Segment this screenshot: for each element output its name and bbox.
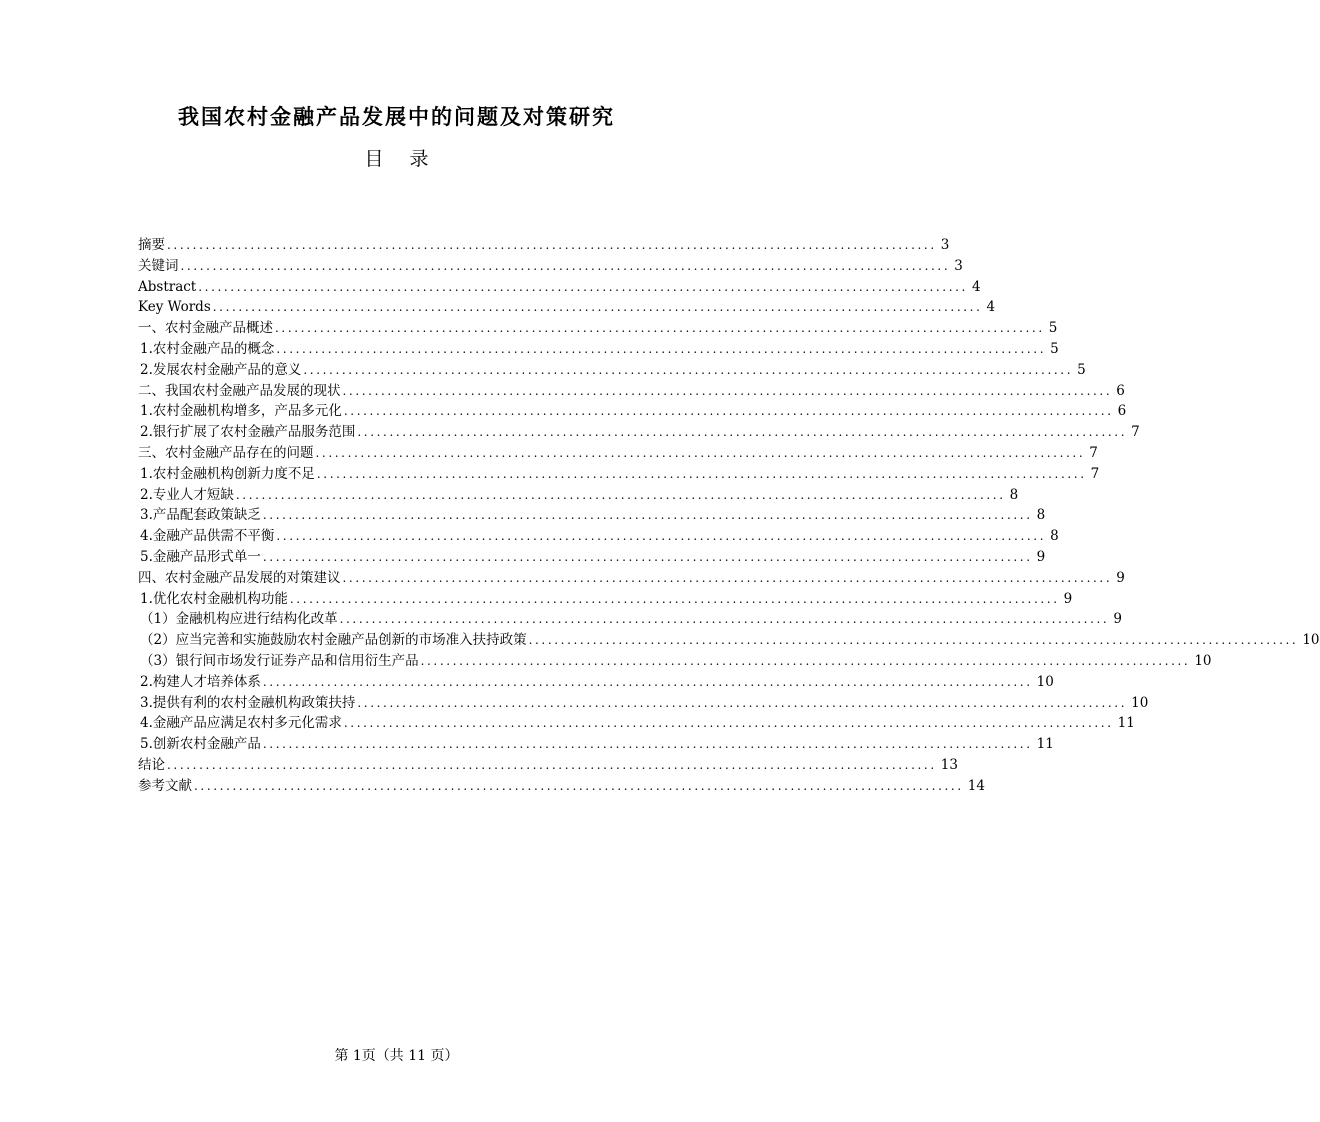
document-title: 我国农村金融产品发展中的问题及对策研究	[178, 104, 615, 129]
toc-entry[interactable]	[140, 505, 1046, 526]
page-footer: 第 1页（共 11 页）	[334, 1048, 459, 1064]
toc-entry-label: 关键词	[138, 257, 179, 274]
toc-dot-leader: ........................................................................................................................	[167, 758, 937, 772]
toc-dot-leader: ........................................................................................................................	[528, 633, 1299, 648]
toc-entry-page: 11	[1117, 715, 1135, 732]
toc-entry-page: 5	[1048, 320, 1058, 337]
toc-entry-label: 5.创新农村金融产品	[140, 736, 261, 753]
toc-dot-leader: ........................................................................................................................	[342, 570, 1113, 585]
toc-entry-label: （2）应当完善和实施鼓励农村金融产品创新的市场准入扶持政策	[140, 632, 527, 649]
toc-dot-leader: ........................................................................................................................	[420, 654, 1191, 668]
toc-entry-page: 13	[940, 757, 958, 773]
toc-entry-page: 7	[1089, 445, 1098, 461]
toc-entry-page: 7	[1131, 424, 1140, 441]
toc-entry[interactable]	[140, 589, 1073, 610]
toc-dot-leader: ........................................................................................................................	[303, 362, 1074, 377]
toc-entry-label: 结论	[138, 757, 165, 773]
toc-entry[interactable]	[140, 360, 1086, 381]
toc-heading-right: 录	[409, 148, 429, 170]
toc-entry[interactable]	[138, 297, 996, 318]
toc-entry-page: 7	[1090, 465, 1100, 482]
toc-dot-leader: ........................................................................................................................	[275, 321, 1045, 336]
toc-dot-leader: ........................................................................................................................	[180, 258, 951, 273]
toc-entry-page: 3	[940, 237, 950, 253]
toc-dot-leader: ........................................................................................................................	[342, 383, 1113, 398]
toc-entry-page: 6	[1116, 382, 1125, 399]
toc-heading	[0, 146, 793, 172]
toc-entry[interactable]	[140, 693, 1149, 714]
toc-entry-label: Abstract	[138, 278, 197, 295]
toc-dot-leader: ........................................................................................................................	[262, 674, 1033, 689]
toc-dot-leader: ........................................................................................................................	[262, 550, 1033, 564]
toc-entry[interactable]	[138, 776, 985, 797]
toc-entry-page: 6	[1117, 403, 1127, 420]
toc-entry-page: 14	[967, 777, 985, 794]
toc-entry-label: 3.产品配套政策缺乏	[140, 507, 261, 524]
toc-entry[interactable]	[140, 672, 1054, 693]
toc-entry[interactable]	[138, 443, 1098, 464]
toc-dot-leader: ........................................................................................................................	[316, 466, 1087, 481]
toc-entry-label: 2.专业人才短缺	[140, 486, 234, 503]
toc-entry[interactable]	[140, 485, 1019, 506]
toc-entry-label: 4.金融产品供需不平衡	[140, 528, 275, 545]
toc-entry[interactable]	[138, 568, 1125, 589]
toc-entry-label: 1.农村金融机构创新力度不足	[140, 465, 315, 482]
toc-entry[interactable]	[140, 422, 1140, 443]
toc-entry-label: 一、农村金融产品概述	[138, 320, 273, 337]
toc-entry-label: 1.农村金融产品的概念	[140, 341, 275, 357]
toc-entry-page: 9	[1036, 549, 1046, 565]
toc-heading-left: 目	[364, 148, 384, 170]
toc-entry[interactable]	[140, 401, 1127, 422]
toc-entry[interactable]	[140, 526, 1059, 547]
toc-dot-leader: ........................................................................................................................	[262, 508, 1033, 523]
toc-entry-label: Key Words	[138, 299, 211, 316]
toc-entry[interactable]	[140, 630, 1320, 651]
toc-entry-label: （1）金融机构应进行结构化改革	[140, 611, 338, 628]
toc-entry-label: 4.金融产品应满足农村多元化需求	[140, 715, 342, 732]
toc-entry-page: 9	[1113, 611, 1122, 628]
toc-entry-page: 10	[1036, 673, 1054, 690]
toc-entry-label: 3.提供有利的农村金融机构政策扶持	[140, 694, 356, 711]
toc-entry-page: 3	[954, 257, 963, 274]
toc-entry-page: 9	[1063, 590, 1073, 607]
toc-entry[interactable]	[138, 256, 963, 277]
toc-entry-label: 1.优化农村金融机构功能	[140, 590, 288, 607]
toc-entry-page: 5	[1050, 341, 1059, 357]
toc-entry[interactable]	[138, 755, 958, 776]
toc-dot-leader: ........................................................................................................................	[289, 591, 1060, 606]
toc-entry-label: 5.金融产品形式单一	[140, 549, 261, 565]
toc-dot-leader: ........................................................................................................................	[262, 737, 1033, 752]
toc-entry-label: 二、我国农村金融产品发展的现状	[138, 382, 341, 399]
toc-entry[interactable]	[140, 651, 1212, 672]
toc-entry-label: 2.发展农村金融产品的意义	[140, 361, 302, 378]
toc-dot-leader: ........................................................................................................................	[343, 404, 1114, 419]
toc-dot-leader: ........................................................................................................................	[357, 695, 1128, 710]
toc-entry-page: 8	[1009, 486, 1019, 503]
toc-dot-leader: ........................................................................................................................	[167, 238, 937, 252]
table-of-contents	[0, 235, 1320, 805]
toc-entry[interactable]	[140, 547, 1046, 568]
toc-entry[interactable]	[138, 277, 981, 298]
toc-entry[interactable]	[140, 609, 1122, 630]
toc-entry-label: 摘要	[138, 237, 165, 253]
toc-dot-leader: ........................................................................................................................	[315, 446, 1086, 460]
toc-dot-leader: ........................................................................................................................	[339, 612, 1110, 627]
toc-entry-page: 10	[1131, 694, 1149, 711]
toc-entry-page: 4	[986, 299, 996, 316]
toc-entry-label: 四、农村金融产品发展的对策建议	[138, 569, 341, 586]
toc-entry[interactable]	[138, 318, 1058, 339]
toc-entry-page: 10	[1302, 632, 1320, 649]
toc-entry-label: 2.构建人才培养体系	[140, 673, 261, 690]
toc-dot-leader: ........................................................................................................................	[212, 300, 983, 315]
toc-entry[interactable]	[140, 713, 1135, 734]
toc-entry-label: 三、农村金融产品存在的问题	[138, 445, 314, 461]
toc-entry-page: 8	[1036, 507, 1046, 524]
toc-entry-label: （3）银行间市场发行证券产品和信用衍生产品	[140, 653, 419, 669]
toc-entry[interactable]	[138, 381, 1125, 402]
toc-entry-label: 参考文献	[138, 777, 192, 794]
toc-entry-label: 1.农村金融机构增多，产品多元化	[140, 403, 342, 420]
toc-entry-label: 2.银行扩展了农村金融产品服务范围	[140, 424, 356, 441]
toc-entry[interactable]	[140, 734, 1054, 755]
toc-dot-leader: ........................................................................................................................	[235, 487, 1006, 502]
toc-dot-leader: ........................................................................................................................	[357, 425, 1128, 440]
toc-entry-page: 8	[1050, 528, 1059, 545]
toc-dot-leader: ........................................................................................................................	[194, 778, 964, 793]
toc-dot-leader: ........................................................................................................................	[276, 529, 1047, 544]
toc-entry[interactable]	[140, 464, 1100, 485]
toc-dot-leader: ........................................................................................................................	[343, 716, 1114, 731]
toc-dot-leader: ........................................................................................................................	[198, 279, 968, 294]
toc-entry-page: 10	[1194, 653, 1212, 669]
toc-entry[interactable]	[140, 339, 1059, 360]
toc-entry-page: 11	[1036, 736, 1054, 753]
toc-dot-leader: ........................................................................................................................	[276, 342, 1047, 356]
toc-entry-page: 5	[1077, 361, 1086, 378]
toc-entry[interactable]	[138, 235, 950, 256]
toc-entry-page: 9	[1116, 569, 1125, 586]
toc-entry-page: 4	[971, 278, 981, 295]
